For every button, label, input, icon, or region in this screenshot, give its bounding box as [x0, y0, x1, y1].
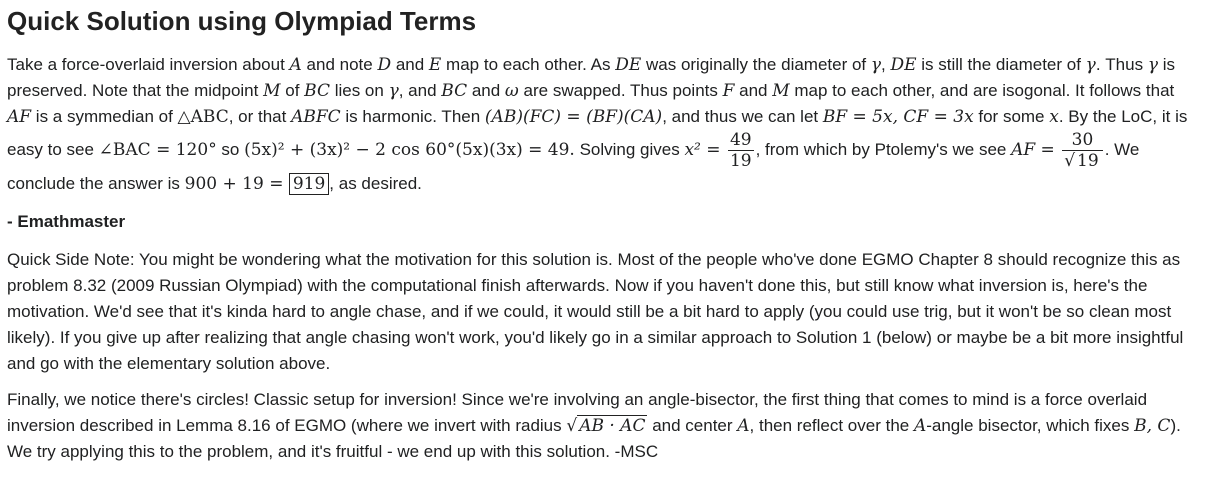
math: ∠BAC = 120° — [98, 139, 217, 160]
text: map to each other, and are isogonal. It follows that — [789, 81, 1175, 100]
text: and note — [301, 55, 378, 74]
text: Solving gives — [574, 139, 685, 159]
text: is still the diameter of — [916, 55, 1086, 74]
math: (5x)² + (3x)² − 2 cos 60°(5x)(3x) = 49. — [244, 139, 575, 160]
numerator: 49 — [729, 130, 752, 150]
math: AF — [7, 107, 32, 127]
radicand: 19 — [1077, 151, 1099, 171]
final-paragraph — [7, 387, 1203, 465]
denominator: 19 — [729, 151, 752, 171]
math: ω — [504, 81, 519, 101]
boxed-answer: 919 — [289, 173, 329, 195]
math: x² = — [684, 139, 726, 160]
math: B, C — [1134, 416, 1171, 436]
math: ABFC — [291, 107, 341, 127]
text: -angle bisector, which fixes — [926, 416, 1135, 435]
text: is a symmedian of — [31, 107, 178, 126]
math: γ — [388, 81, 399, 101]
text: , and thus we can let — [662, 107, 823, 126]
side-note-paragraph: Quick Side Note: You might be wondering what the motivation for this solution is. Most of the people who've done EGMO Chapter 8 should recognize this as problem 8.32 (2009 Russian Olympiad) with the computational finish afterwards. Now if you haven't done this, but still know what inversion is, here's the motivation. We'd see that it's kinda hard to angle chase, and if we could, it would still be a bit hard to apply (you could use trig, but it won't be so clean most likely). If you give up after realizing that angle chasing won't work, you'd likely go in a similar approach to Solution 1 (below) or maybe be a bit more insightful and go with the elementary solution above. — [7, 250, 1184, 373]
radicand: AB · AC — [579, 416, 646, 436]
math: γ — [870, 55, 882, 75]
math: △ABC — [177, 107, 229, 127]
math: D — [377, 55, 392, 75]
math: BC — [304, 81, 330, 101]
text: so — [216, 139, 245, 159]
math: A — [913, 416, 927, 436]
text: . By the LoC, it is easy to see — [7, 107, 1188, 159]
math: 900 + 19 = — [184, 174, 289, 194]
sqrt-sign: √ — [566, 416, 578, 436]
text: and center — [647, 416, 738, 435]
text: and — [467, 81, 505, 100]
text: , and — [398, 81, 442, 100]
math: M — [263, 81, 281, 101]
text: is preserved. Note that the midpoint — [7, 55, 1175, 100]
math: DE — [890, 55, 917, 75]
text: and — [391, 55, 429, 74]
math: (AB)(FC) = (BF)(CA) — [484, 107, 663, 127]
math: γ — [1147, 55, 1158, 75]
text: for some — [973, 107, 1050, 126]
text: , — [881, 55, 891, 74]
text: map to each other. As — [441, 55, 616, 74]
fraction-30-sqrt19 — [1062, 130, 1102, 171]
solution-paragraph — [7, 52, 1203, 197]
text: . Thus — [1095, 55, 1148, 74]
text: , from which by Ptolemy's we see — [755, 139, 1012, 159]
math: E — [428, 55, 442, 75]
math: γ — [1085, 55, 1096, 75]
sqrt-expression — [566, 415, 647, 436]
text: and — [734, 81, 773, 100]
math: AF = — [1011, 139, 1061, 160]
text: , or that — [228, 107, 292, 126]
text: . We conclude the answer is — [7, 139, 1140, 193]
text: lies on — [329, 81, 389, 100]
text: of — [280, 81, 305, 100]
text: , then reflect over the — [749, 416, 914, 435]
sqrt-sign: √ — [1064, 151, 1076, 171]
math: BF = 5x, CF = 3x — [822, 107, 974, 127]
text: Finally, we notice there's circles! Classic setup for inversion! Since we're involving an angle-bisector, the first thing that comes to mind is a force overlaid inversion described in Lemma 8.16 of EGMO (where we invert with radius — [7, 390, 1148, 435]
math: M — [772, 81, 790, 101]
fraction-49-19 — [728, 130, 754, 171]
math: F — [722, 81, 735, 101]
text: is harmonic. Then — [340, 107, 485, 126]
numerator: 30 — [1071, 130, 1094, 150]
text: Take a force-overlaid inversion about — [7, 55, 290, 74]
section-title: Quick Solution using Olympiad Terms — [7, 6, 477, 36]
text: ). We try applying this to the problem, and it's fruitful - we end up with this solution. -MSC — [7, 416, 1181, 461]
denominator — [1062, 150, 1102, 171]
text: was originally the diameter of — [641, 55, 871, 74]
math: A — [289, 55, 302, 75]
text: , as desired. — [329, 174, 422, 193]
text: are swapped. Thus points — [518, 81, 723, 100]
math: DE — [615, 55, 642, 75]
math: A — [737, 416, 750, 436]
math: x — [1049, 107, 1059, 127]
math: BC — [441, 81, 468, 101]
author-signature: - Emathmaster — [7, 212, 126, 231]
